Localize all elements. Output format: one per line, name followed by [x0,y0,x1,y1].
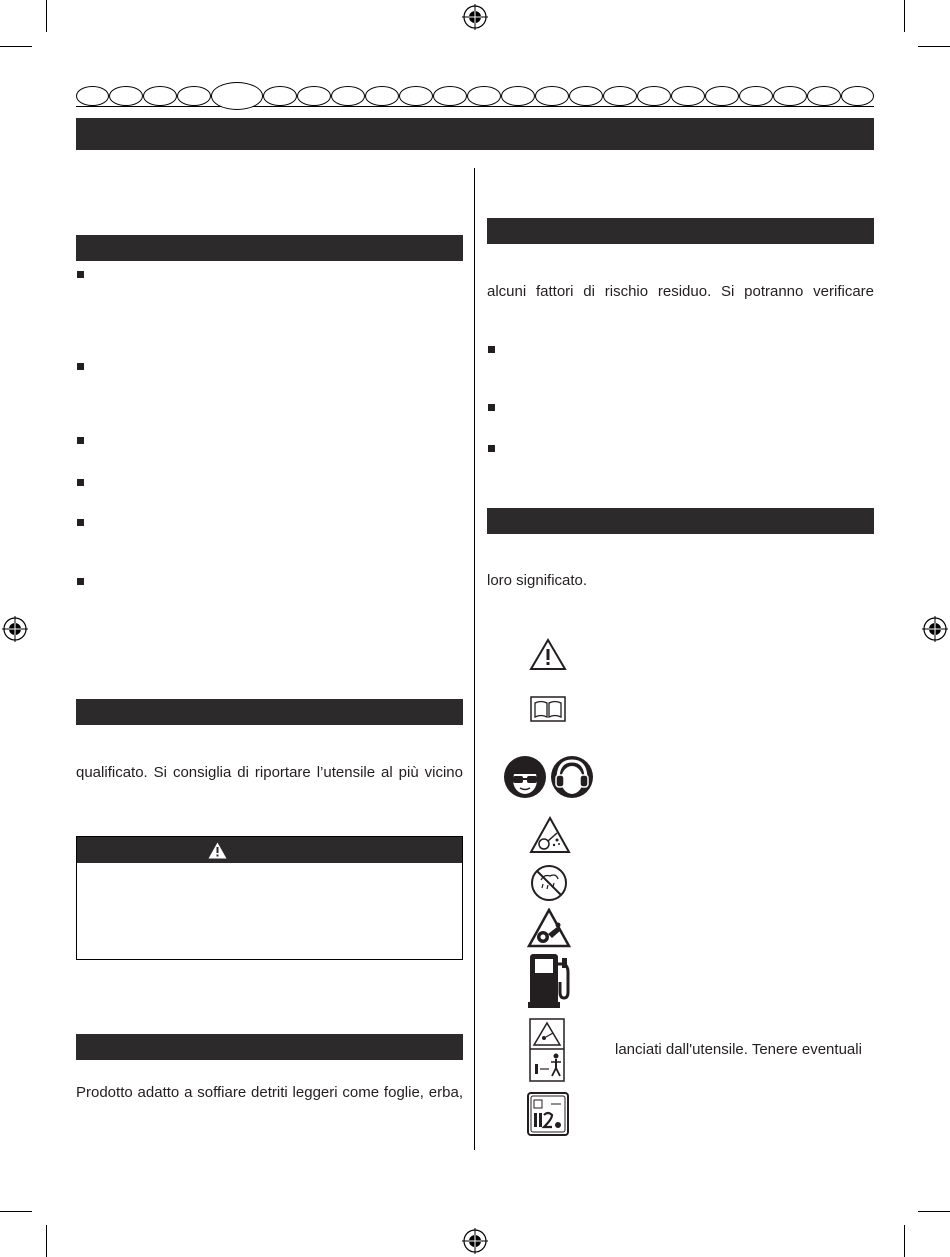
language-tab[interactable] [739,86,773,106]
crop-mark [0,1211,32,1212]
language-tab[interactable] [177,86,211,106]
language-tab[interactable] [433,86,467,106]
protection-symbol-line: lanciati dall'utensile. Tenere eventuali [615,1041,862,1058]
language-tab[interactable] [807,86,841,106]
warning-triangle-icon [208,842,227,859]
flying-debris-icon [529,816,571,854]
language-tab[interactable] [841,86,874,106]
registration-mark-icon [2,616,28,642]
symbols-intro-line: loro significato. [487,572,588,589]
column-divider [474,168,475,1150]
bullet-marker [488,346,495,353]
service-paragraph-line: qualificato. Si consiglia di riportare l’utensile al più vicino [76,764,463,781]
fuel-pump-icon [528,952,572,1008]
crop-mark [0,46,32,47]
sound-power-level-icon [527,1092,569,1136]
language-tab[interactable] [76,86,109,106]
language-tab[interactable] [399,86,433,106]
section-heading-band [76,1034,463,1060]
crop-mark [46,0,47,32]
ear-protection-icon [550,755,594,799]
warning-triangle-icon [529,638,567,671]
tab-strip-baseline [76,106,874,107]
no-rain-icon [530,864,568,902]
language-tab[interactable] [773,86,807,106]
language-tab[interactable] [671,86,705,106]
registration-mark-icon [922,616,948,642]
read-manual-icon [530,696,566,722]
section-heading-band [487,508,874,534]
language-tab[interactable] [705,86,739,106]
crop-mark [46,1225,47,1257]
crop-mark [918,1211,950,1212]
bullet-marker [77,271,84,278]
crop-mark [918,46,950,47]
language-tab[interactable] [467,86,501,106]
section-heading-band [76,699,463,725]
section-heading-band [487,218,874,244]
language-tab[interactable] [263,86,297,106]
intended-use-line: Prodotto adatto a soffiare detriti leggeri come foglie, erba, [76,1084,463,1101]
language-tab[interactable] [535,86,569,106]
bullet-marker [77,437,84,444]
bullet-marker [77,519,84,526]
section-heading-band [76,235,463,261]
language-tab[interactable] [297,86,331,106]
bullet-marker [488,404,495,411]
crop-mark [904,1225,905,1257]
warning-box-header [77,837,462,863]
language-tab[interactable] [603,86,637,106]
language-tab[interactable] [501,86,535,106]
registration-mark-icon [462,4,488,30]
bullet-marker [77,479,84,486]
language-tab[interactable] [365,86,399,106]
language-tab[interactable] [637,86,671,106]
residual-risk-line: alcuni fattori di rischio residuo. Si potranno verificare [487,283,874,300]
keep-bystanders-away-icon [529,1018,565,1082]
language-tab-active[interactable] [211,82,263,110]
crop-mark [904,0,905,32]
language-tab[interactable] [109,86,143,106]
page-title-band [76,118,874,150]
eye-protection-icon [503,755,547,799]
registration-mark-icon [462,1228,488,1254]
warning-box [76,836,463,960]
language-tab[interactable] [569,86,603,106]
bullet-marker [77,363,84,370]
rotating-fan-hazard-icon [527,908,571,948]
language-tab[interactable] [331,86,365,106]
language-tab[interactable] [143,86,177,106]
bullet-marker [77,578,84,585]
bullet-marker [488,445,495,452]
